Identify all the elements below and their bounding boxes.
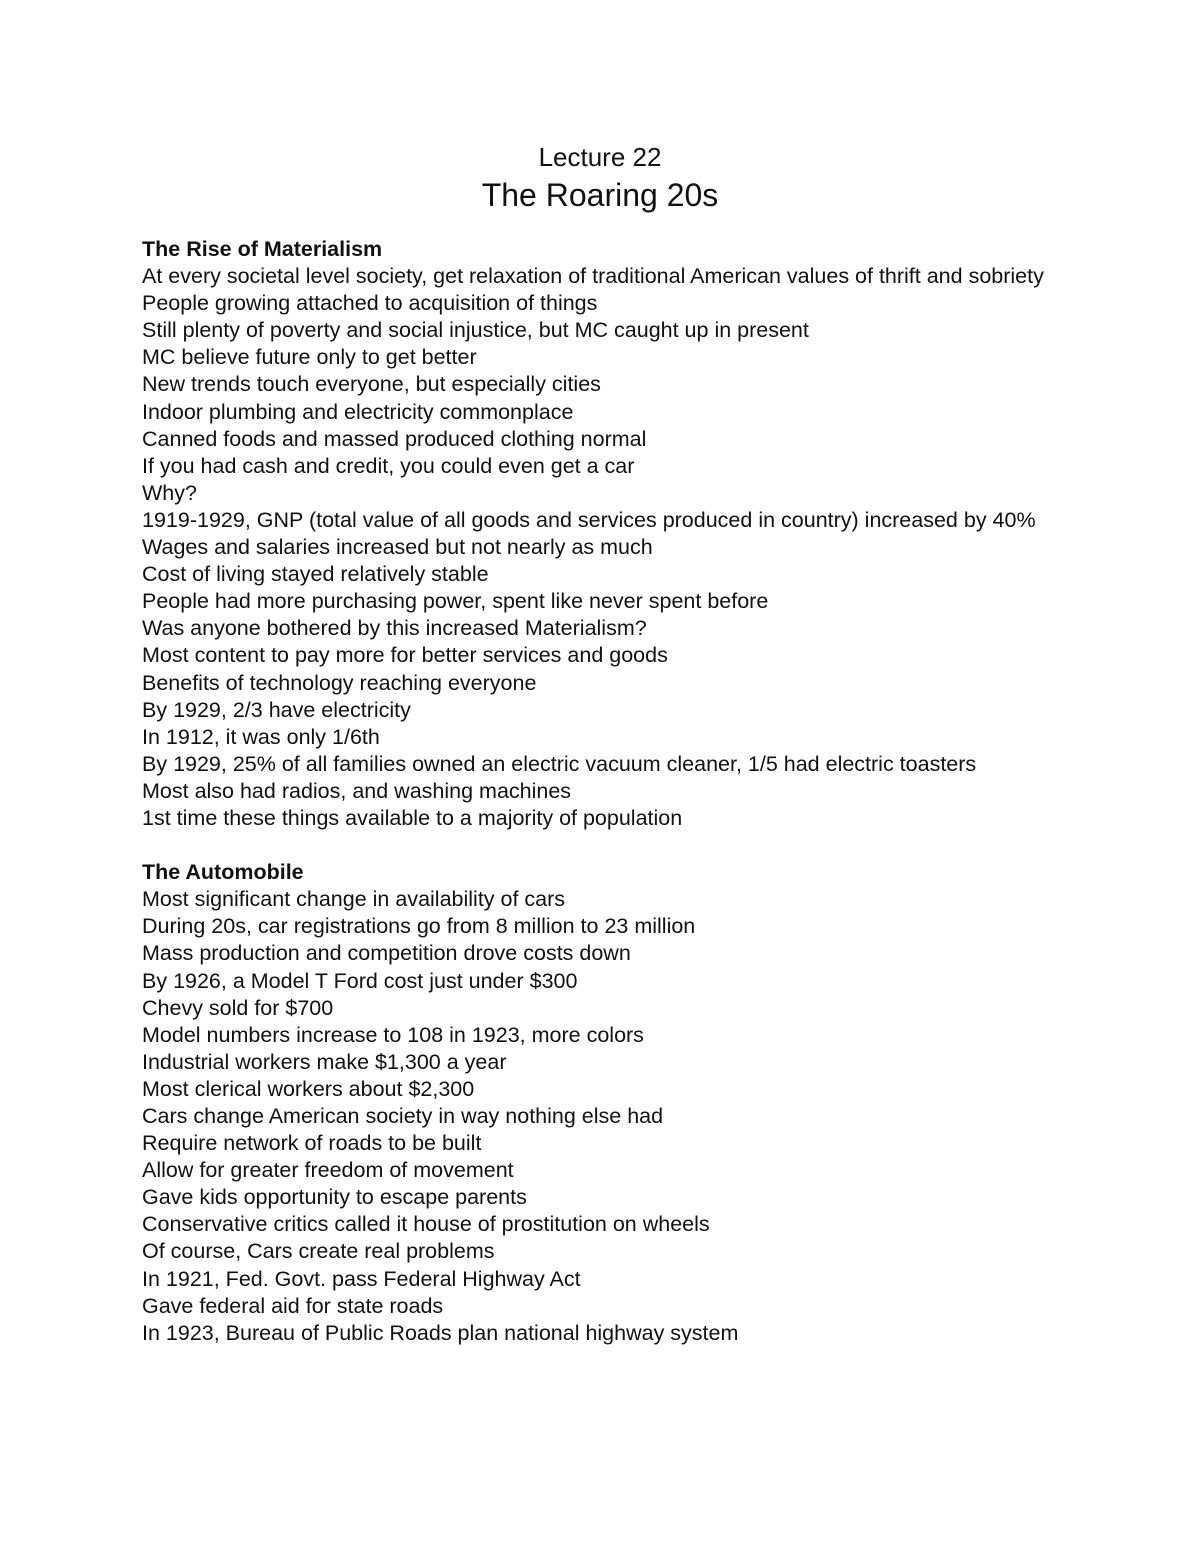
section-spacer (142, 832, 1072, 859)
text-line: Why? (142, 480, 197, 505)
section-automobile (142, 859, 1072, 1347)
text-line: By 1926, a Model T Ford cost just under $300 (142, 968, 578, 993)
text-line: Gave federal aid for state roads (142, 1293, 444, 1318)
text-line: Cars change American society in way nothing else had (142, 1104, 664, 1128)
text-line: 1919-1929, GNP (total value of all goods and services produced in country) increased by 40% (142, 507, 1036, 532)
text-line: By 1929, 2/3 have electricity (142, 697, 411, 722)
text-line: New trends touch everyone, but especially cities (142, 372, 601, 397)
text-line: In 1923, Bureau of Public Roads plan national highway system (142, 1320, 739, 1345)
text-line: Benefits of technology reaching everyone (142, 670, 537, 695)
section-heading: The Rise of Materialism (142, 237, 383, 261)
document-body (142, 236, 1072, 1347)
lecture-label: Lecture 22 (538, 142, 662, 172)
text-line: In 1912, it was only 1/6th (142, 724, 380, 749)
text-line: Gave kids opportunity to escape parents (142, 1185, 527, 1210)
text-line: Conservative critics called it house of prostitution on wheels (142, 1212, 710, 1237)
text-line: Industrial workers make $1,300 a year (142, 1049, 507, 1074)
section-heading: The Automobile (142, 860, 304, 885)
text-line: Model numbers increase to 108 in 1923, more colors (142, 1022, 644, 1047)
text-line: Chevy sold for $700 (142, 995, 334, 1020)
text-line: 1st time these things available to a majority of population (142, 805, 683, 830)
text-line: Indoor plumbing and electricity commonplace (142, 399, 574, 424)
text-line: If you had cash and credit, you could even get a car (142, 453, 635, 478)
text-line: Most clerical workers about $2,300 (142, 1076, 475, 1101)
text-line: Require network of roads to be built (142, 1131, 482, 1156)
text-line: Mass production and competition drove costs down (142, 941, 631, 966)
document-title: The Roaring 20s (481, 177, 719, 213)
text-line: Most also had radios, and washing machines (142, 778, 572, 803)
text-line: Canned foods and massed produced clothing normal (142, 426, 647, 451)
text-line: Most significant change in availability of cars (142, 887, 566, 912)
text-line: Allow for greater freedom of movement (142, 1158, 514, 1183)
document-header (0, 140, 1200, 216)
section-materialism (142, 236, 1072, 832)
text-line: People growing attached to acquisition of things (142, 291, 598, 316)
text-line: Wages and salaries increased but not nearly as much (142, 535, 653, 560)
text-line: During 20s, car registrations go from 8 million to 23 million (142, 914, 696, 939)
text-line: MC believe future only to get better (142, 345, 477, 370)
text-line: Was anyone bothered by this increased Materialism? (142, 616, 647, 641)
text-line: By 1929, 25% of all families owned an electric vacuum cleaner, 1/5 had electric toasters (142, 751, 977, 776)
text-line: At every societal level society, get relaxation of traditional American values of thrift and sobriety (142, 264, 1044, 289)
text-line: Still plenty of poverty and social injustice, but MC caught up in present (142, 318, 809, 343)
text-line: Of course, Cars create real problems (142, 1239, 495, 1264)
text-line: Most content to pay more for better services and goods (142, 643, 668, 668)
text-line: Cost of living stayed relatively stable (142, 562, 489, 587)
text-line: People had more purchasing power, spent like never spent before (142, 589, 769, 614)
text-line: In 1921, Fed. Govt. pass Federal Highway Act (142, 1266, 581, 1291)
